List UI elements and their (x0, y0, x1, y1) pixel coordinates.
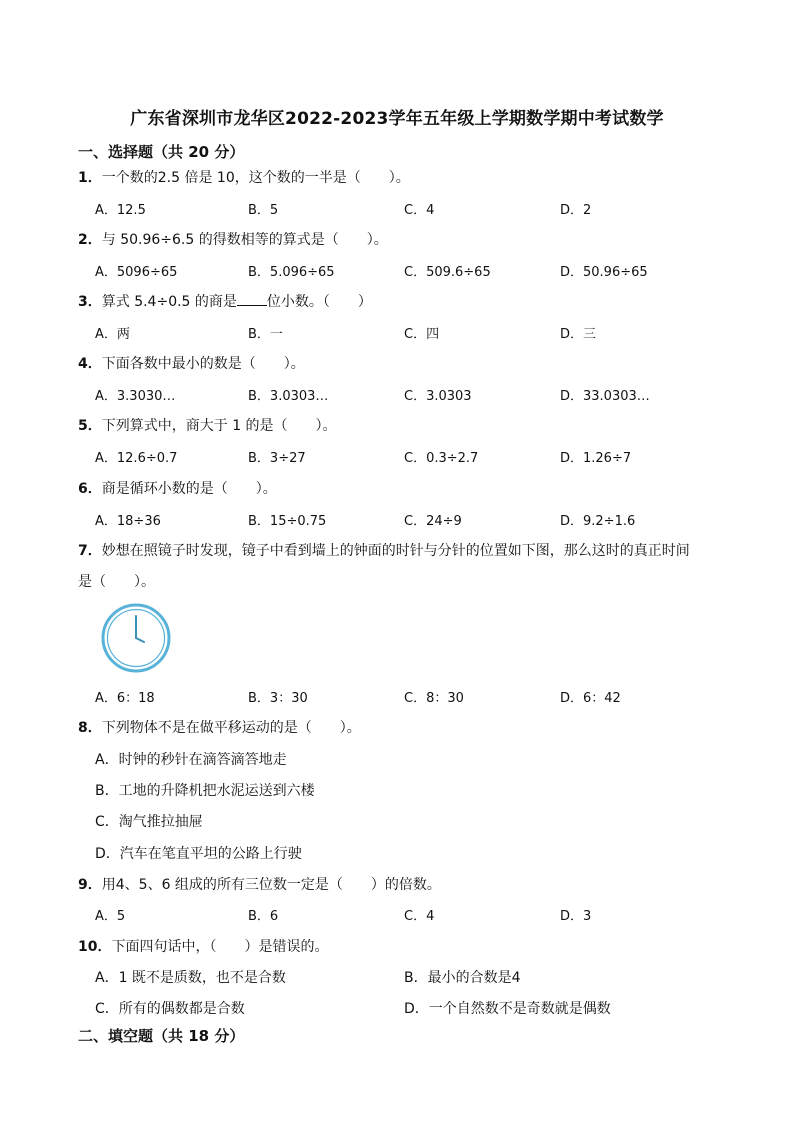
option-a: A．5 (95, 909, 126, 924)
option-d: D．33.0303… (560, 389, 650, 404)
option-c: C．3.0303 (404, 389, 472, 404)
question-number: 2． (78, 232, 102, 248)
option-b: B．6 (248, 909, 279, 924)
option-a: A．3.3030… (95, 389, 176, 404)
question-text: 用4、5、6 组成的所有三位数一定是（ ）的倍数。 (101, 877, 441, 893)
option-b: B．3÷27 (248, 451, 306, 466)
question-number: 3． (78, 294, 102, 310)
option-d: D．50.96÷65 (560, 265, 648, 280)
page-title: 广东省深圳市龙华区2022-2023学年五年级上学期数学期中考试数学 (130, 109, 664, 129)
question-text: 算式 5.4÷0.5 的商是 (101, 294, 237, 310)
option-c: C．所有的偶数都是合数 (95, 1001, 245, 1017)
option-d: D．1.26÷7 (560, 451, 632, 466)
question-number: 10． (78, 939, 112, 955)
option-b: B．3：30 (248, 691, 308, 706)
question-number: 1． (78, 170, 102, 186)
option-d: D．一个自然数不是奇数就是偶数 (404, 1001, 611, 1017)
question-4 (78, 353, 305, 373)
question-text: 下面各数中最小的数是（ ）。 (101, 356, 305, 372)
question-text: 下列物体不是在做平移运动的是（ ）。 (101, 720, 361, 736)
option-c: C．4 (404, 203, 435, 218)
question-1 (78, 167, 410, 187)
option-c: C．8：30 (404, 691, 464, 706)
clock-image (100, 602, 172, 674)
question-text: 与 50.96÷6.5 的得数相等的算式是（ ）。 (101, 232, 388, 248)
option-c: C．四 (404, 327, 440, 342)
option-c: C．509.6÷65 (404, 265, 491, 280)
question-text: 妙想在照镜子时发现，镜子中看到墙上的钟面的时针与分针的位置如下图，那么这时的真正时间 (101, 543, 690, 559)
question-2 (78, 229, 388, 249)
option-a: A．12.6÷0.7 (95, 451, 178, 466)
question-10 (78, 936, 328, 956)
option-a: A．18÷36 (95, 514, 161, 529)
option-a: A．5096÷65 (95, 265, 178, 280)
option-d: D．2 (560, 203, 592, 218)
question-number: 4． (78, 356, 102, 372)
option-d: D．汽车在笔直平坦的公路上行驶 (95, 846, 302, 862)
option-b: B．5 (248, 203, 279, 218)
question-9 (78, 874, 441, 894)
option-d: D．9.2÷1.6 (560, 514, 636, 529)
option-a: A．6：18 (95, 691, 155, 706)
answer-blank (237, 292, 267, 306)
question-7 (78, 540, 690, 560)
option-c: C．淘气推拉抽屉 (95, 814, 203, 830)
question-5 (78, 415, 337, 435)
question-number: 8． (78, 720, 102, 736)
option-d: D．6：42 (560, 691, 621, 706)
option-a: A．时钟的秒针在滴答滴答地走 (95, 752, 287, 768)
section-heading-choice: 一、选择题（共 20 分） (78, 143, 245, 161)
option-d: D．3 (560, 909, 592, 924)
question-7-cont: 是（ ）。 (78, 574, 155, 590)
option-a: A．1 既不是质数，也不是合数 (95, 970, 286, 986)
question-6 (78, 478, 277, 498)
question-text-cont: 位小数。（ ） (266, 294, 372, 310)
question-number: 6． (78, 481, 102, 497)
question-3 (78, 291, 372, 311)
question-text: 商是循环小数的是（ ）。 (101, 481, 277, 497)
option-c: C．4 (404, 909, 435, 924)
option-b: B．一 (248, 327, 283, 342)
option-d: D．三 (560, 327, 597, 342)
option-b: B．5.096÷65 (248, 265, 335, 280)
option-b: B．最小的合数是4 (404, 970, 521, 986)
question-number: 9． (78, 877, 102, 893)
question-8 (78, 717, 361, 737)
section-heading-fill: 二、填空题（共 18 分） (78, 1027, 245, 1045)
option-b: B．3.0303… (248, 389, 329, 404)
option-c: C．0.3÷2.7 (404, 451, 479, 466)
option-b: B．工地的升降机把水泥运送到六楼 (95, 783, 315, 799)
option-a: A．12.5 (95, 203, 146, 218)
option-c: C．24÷9 (404, 514, 462, 529)
option-b: B．15÷0.75 (248, 514, 327, 529)
question-text: 下列算式中，商大于 1 的是（ ）。 (101, 418, 337, 434)
question-text: 下面四句话中，（ ）是错误的。 (111, 939, 329, 955)
question-number: 7． (78, 543, 102, 559)
question-number: 5． (78, 418, 102, 434)
question-text: 一个数的2.5 倍是 10，这个数的一半是（ ）。 (101, 170, 410, 186)
option-a: A．两 (95, 327, 130, 342)
